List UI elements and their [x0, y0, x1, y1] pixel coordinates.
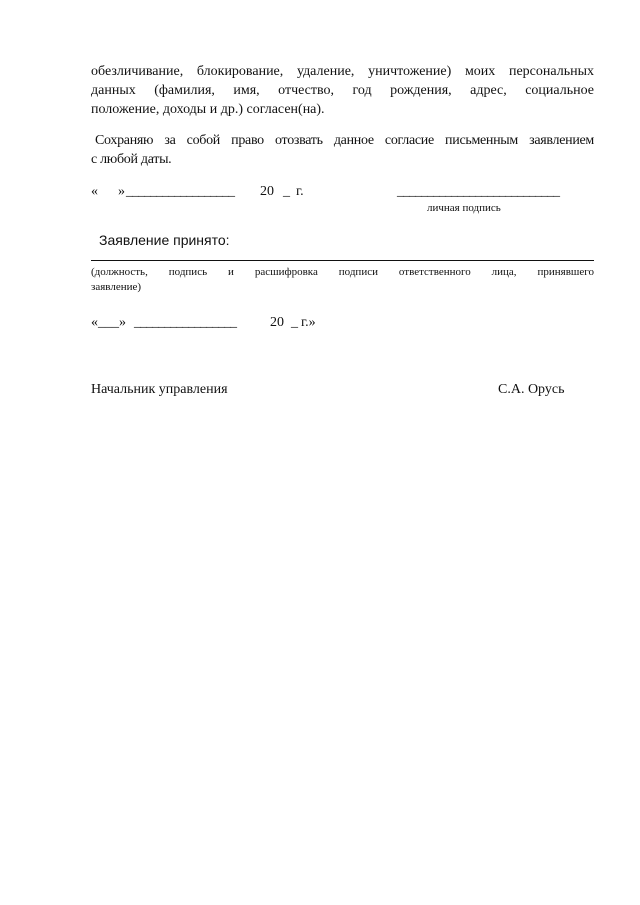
consent-line-2: данных (фамилия, имя, отчество, год рождения, адрес, социальное [91, 83, 594, 98]
consent-line-3: положение, доходы и др.) согласен(на). [91, 102, 325, 117]
consent-line-1: обезличивание, блокирование, удаление, уничтожение) моих персональных [91, 64, 594, 79]
date-year-suffix: г. [296, 184, 304, 199]
date2-year-prefix: 20 [270, 315, 284, 330]
date2-month-blank: _________________ [134, 315, 236, 330]
consent-paragraph [91, 62, 594, 119]
date-month-blank: __________________ [126, 184, 234, 199]
acceptance-heading: Заявление принято: [99, 232, 230, 248]
acceptance-caption-line-2: заявление) [91, 281, 142, 293]
footer-name: С.А. Орусь [498, 382, 565, 397]
footer-position: Начальник управления [91, 382, 228, 397]
date-year-blank: _ [283, 184, 290, 199]
date-close-quote: » [118, 184, 125, 199]
signature-caption: личная подпись [427, 202, 501, 214]
revocation-line-2: с любой даты. [91, 152, 172, 167]
revocation-line-1: Сохраняю за собой право отозвать данное согласие письменным заявлением [95, 133, 594, 148]
date2-year-blank: _ [291, 315, 298, 330]
acceptance-caption-line-1: (должность, подпись и расшифровка подписи ответственного лица, принявшего [91, 266, 594, 278]
date-year-prefix: 20 [260, 184, 274, 199]
acceptance-underline [91, 260, 594, 261]
date2-day: «___» [91, 315, 126, 330]
revocation-paragraph [91, 131, 594, 169]
date2-year-suffix: г.» [301, 315, 316, 330]
date-open-quote: « [91, 184, 98, 199]
signature-blank: ___________________________ [397, 184, 559, 199]
acceptance-caption [91, 265, 594, 295]
